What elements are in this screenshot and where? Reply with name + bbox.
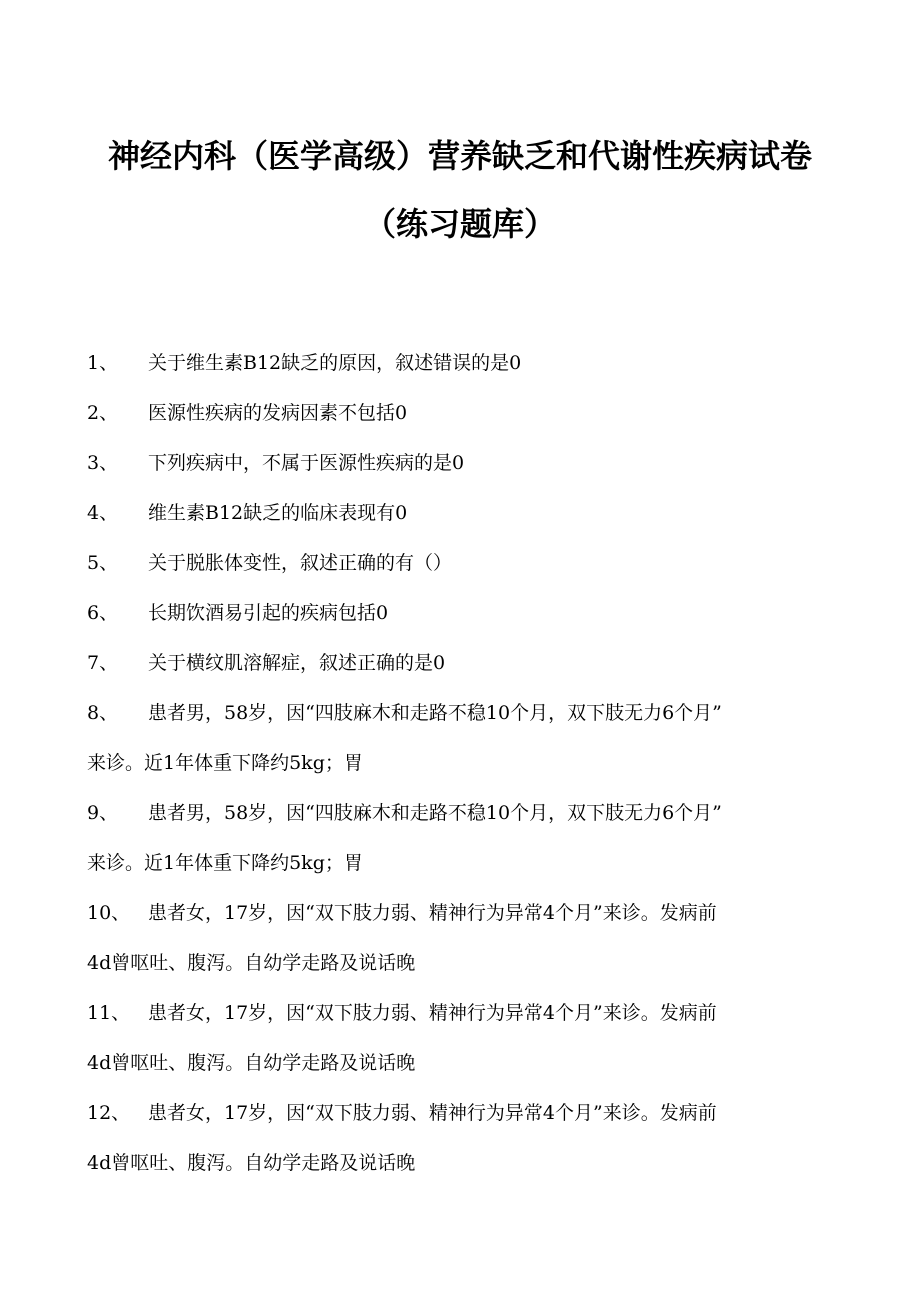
question-item-6 (87, 594, 832, 644)
question-item-12 (87, 1094, 832, 1144)
question-text: 长期饮酒易引起的疾病包括0 (148, 602, 389, 624)
question-text: 患者男，58岁，因“四肢麻木和走路不稳10个月，双下肢无力6个月” (148, 802, 722, 824)
question-list (87, 344, 832, 1194)
question-item-8 (87, 694, 832, 744)
question-item-11 (87, 994, 832, 1044)
question-text: 维生素B12缺乏的临床表现有0 (148, 502, 408, 524)
question-continuation: 4d曾呕吐、腹泻。自幼学走路及说话晚 (87, 952, 416, 974)
question-text: 关于脱胀体变性，叙述正确的有（） (148, 552, 453, 574)
question-number: 8、 (87, 702, 119, 724)
question-text: 患者女，17岁，因“双下肢力弱、精神行为异常4个月”来诊。发病前 (148, 1102, 717, 1124)
question-item-5 (87, 544, 832, 594)
document-title-line-1: 神经内科（医学高级）营养缺乏和代谢性疾病试卷 (107, 137, 812, 175)
question-item-4 (87, 494, 832, 544)
question-text: 患者女，17岁，因“双下肢力弱、精神行为异常4个月”来诊。发病前 (148, 1002, 717, 1024)
question-item-2 (87, 394, 832, 444)
question-number: 3、 (87, 452, 119, 474)
question-continuation: 4d曾呕吐、腹泻。自幼学走路及说话晚 (87, 1152, 416, 1174)
question-text: 下列疾病中，不属于医源性疾病的是0 (148, 452, 465, 474)
question-number: 12、 (87, 1102, 131, 1124)
question-text: 关于维生素B12缺乏的原因，叙述错误的是0 (148, 352, 522, 374)
question-item-9 (87, 794, 832, 844)
question-number: 10、 (87, 902, 131, 924)
question-text: 关于横纹肌溶解症，叙述正确的是0 (148, 652, 446, 674)
question-number: 4、 (87, 502, 119, 524)
question-continuation: 来诊。近1年体重下降约5kg；胃 (87, 752, 363, 774)
question-text: 医源性疾病的发病因素不包括0 (148, 402, 408, 424)
question-item-7 (87, 644, 832, 694)
question-number: 1、 (87, 352, 119, 374)
question-text: 患者男，58岁，因“四肢麻木和走路不稳10个月，双下肢无力6个月” (148, 702, 722, 724)
question-item-3 (87, 444, 832, 494)
question-number: 6、 (87, 602, 119, 624)
question-item-10 (87, 894, 832, 944)
question-text: 患者女，17岁，因“双下肢力弱、精神行为异常4个月”来诊。发病前 (148, 902, 717, 924)
question-number: 9、 (87, 802, 119, 824)
question-number: 7、 (87, 652, 119, 674)
question-number: 2、 (87, 402, 119, 424)
document-title-line-2: （练习题库） (363, 205, 556, 243)
question-continuation: 4d曾呕吐、腹泻。自幼学走路及说话晚 (87, 1052, 416, 1074)
question-item-1 (87, 344, 832, 394)
question-number: 5、 (87, 552, 119, 574)
question-number: 11、 (87, 1002, 131, 1024)
question-continuation: 来诊。近1年体重下降约5kg；胃 (87, 852, 363, 874)
